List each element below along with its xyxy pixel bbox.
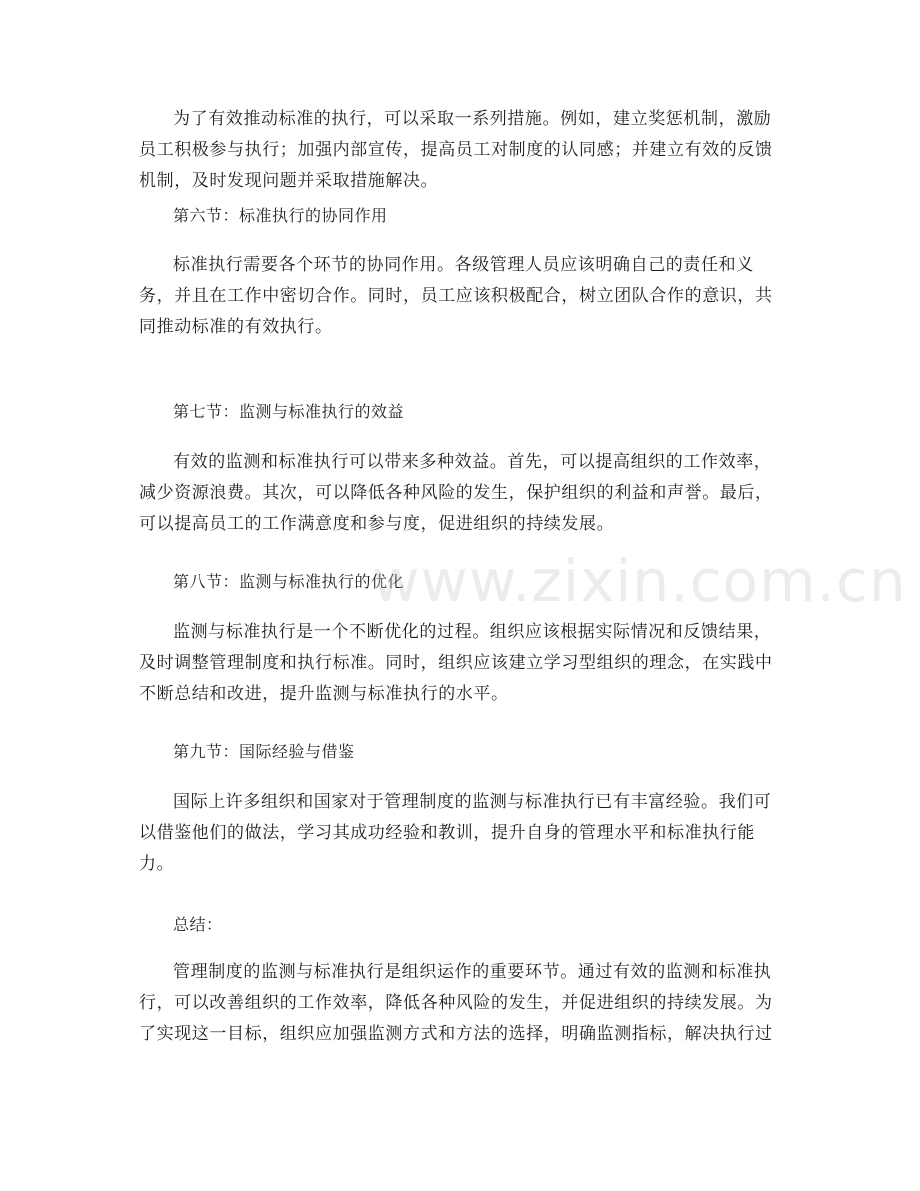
paragraph-summary: 管理制度的监测与标准执行是组织运作的重要环节。通过有效的监测和标准执行，可以改善组织的工作效率，降低各种风险的发生，并促进组织的持续发展。为了实现这一目标，组织应加强监测方式和方法的选择，明确监测指标，解决执行过 xyxy=(139,962,773,1044)
paragraph-collaboration: 标准执行需要各个环节的协同作用。各级管理人员应该明确自己的责任和义务，并且在工作中密切合作。同时，员工应该积极配合，树立团队合作的意识，共同推动标准的有效执行。 xyxy=(139,255,773,337)
heading-section-8: 第八节：监测与标准执行的优化 xyxy=(173,572,405,591)
watermark: www.zixin.com.cn xyxy=(372,547,907,615)
heading-section-9: 第九节：国际经验与借鉴 xyxy=(173,742,355,761)
heading-summary: 总结： xyxy=(173,915,223,934)
paragraph-benefits: 有效的监测和标准执行可以带来多种效益。首先，可以提高组织的工作效率，减少资源浪费。其次，可以降低各种风险的发生，保护组织的利益和声誉。最后，可以提高员工的工作满意度和参与度，促进组织的持续发展。 xyxy=(139,452,773,534)
heading-section-7: 第七节：监测与标准执行的效益 xyxy=(173,402,405,421)
paragraph-international-experience: 国际上许多组织和国家对于管理制度的监测与标准执行已有丰富经验。我们可以借鉴他们的做法，学习其成功经验和教训，提升自身的管理水平和标准执行能力。 xyxy=(139,792,772,874)
paragraph-optimization: 监测与标准执行是一个不断优化的过程。组织应该根据实际情况和反馈结果，及时调整管理制度和执行标准。同时，组织应该建立学习型组织的理念，在实践中不断总结和改进，提升监测与标准执行的水平。 xyxy=(139,622,773,704)
paragraph-incentive-measures: 为了有效推动标准的执行，可以采取一系列措施。例如，建立奖惩机制，激励员工积极参与执行；加强内部宣传，提高员工对制度的认同感；并建立有效的反馈机制，及时发现问题并采取措施解决。 xyxy=(139,109,773,191)
heading-section-6: 第六节：标准执行的协同作用 xyxy=(173,206,388,225)
